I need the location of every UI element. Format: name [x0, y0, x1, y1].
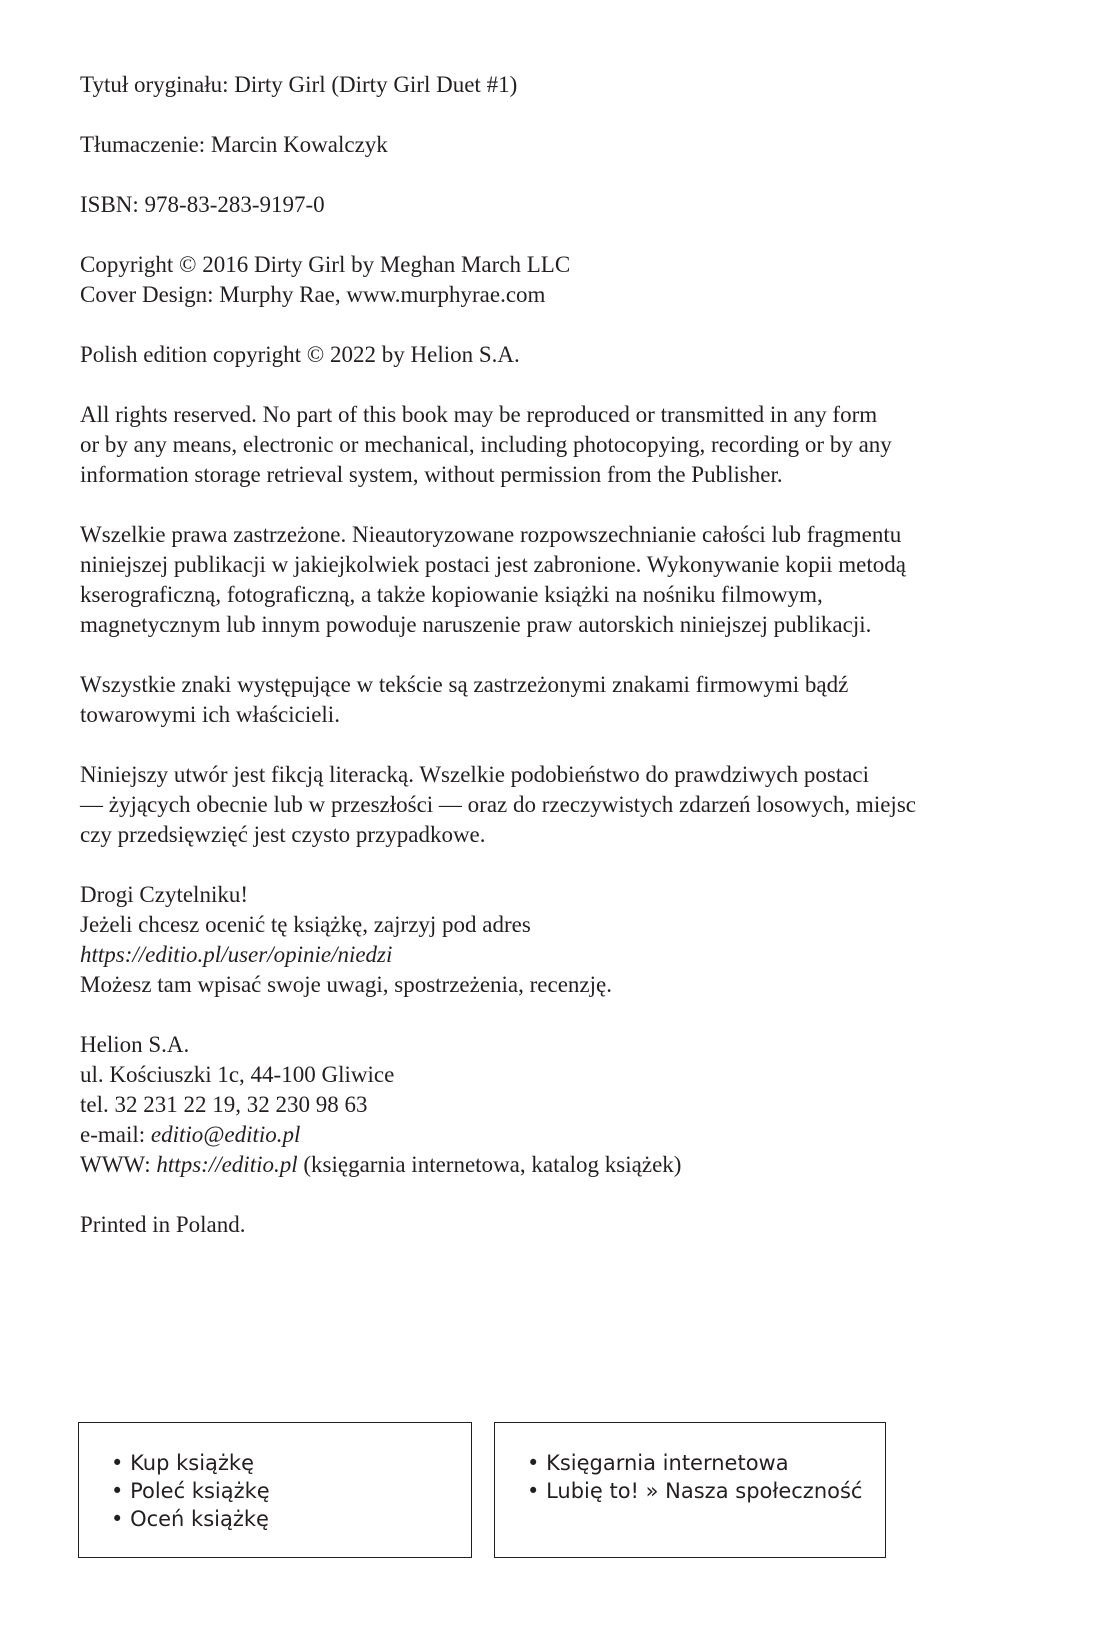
polish-copyright-block [80, 340, 1040, 370]
publisher-name: Helion S.A. [80, 1032, 190, 1057]
review-link[interactable]: https://editio.pl/user/opinie/niedzi [80, 942, 393, 967]
trademarks-paragraph [80, 670, 1040, 730]
reader-block [80, 880, 1040, 1000]
recommend-book-link[interactable]: • Poleć książkę [111, 1477, 471, 1505]
rights-en-paragraph [80, 400, 1040, 490]
publisher-www-line [80, 1150, 1040, 1180]
printed-in: Printed in Poland. [80, 1212, 246, 1237]
text-line: or by any means, electronic or mechanical, including photocopying, recording or by any [80, 432, 892, 457]
www-label: WWW: [80, 1152, 157, 1177]
printed-block [80, 1210, 1040, 1240]
text-line: niniejszej publikacji w jakiejkolwiek postaci jest zabronione. Wykonywanie kopii metodą [80, 552, 906, 577]
isbn: ISBN: 978-83-283-9197-0 [80, 192, 325, 217]
copyright-line: Copyright © 2016 Dirty Girl by Meghan March LLC [80, 252, 571, 277]
publisher-email-line [80, 1120, 1040, 1150]
original-title: Tytuł oryginału: Dirty Girl (Dirty Girl Duet #1) [80, 72, 518, 97]
email-link[interactable]: editio@editio.pl [150, 1122, 301, 1147]
text-line: magnetycznym lub innym powoduje naruszenie praw autorskich niniejszej publikacji. [80, 612, 872, 637]
book-actions-box [78, 1422, 472, 1558]
text-line: — żyjących obecnie lub w przeszłości — oraz do rzeczywistych zdarzeń losowych, miejsc [80, 792, 916, 817]
cover-design-line: Cover Design: Murphy Rae, www.murphyrae.com [80, 282, 546, 307]
reader-greeting: Drogi Czytelniku! [80, 882, 248, 907]
community-link[interactable]: • Lubię to! » Nasza społeczność [527, 1477, 885, 1505]
www-note: (księgarnia internetowa, katalog książek) [297, 1152, 682, 1177]
publisher-phone: tel. 32 231 22 19, 32 230 98 63 [80, 1092, 368, 1117]
fiction-paragraph [80, 760, 1040, 850]
store-links-box [494, 1422, 886, 1558]
isbn-block [80, 190, 1040, 220]
buy-book-link[interactable]: • Kup książkę [111, 1449, 471, 1477]
rate-book-link[interactable]: • Oceń książkę [111, 1505, 471, 1533]
link-boxes [78, 1422, 1018, 1560]
polish-copyright: Polish edition copyright © 2022 by Helion S.A. [80, 342, 520, 367]
text-line: Wszelkie prawa zastrzeżone. Nieautoryzowane rozpowszechnianie całości lub fragmentu [80, 522, 902, 547]
translation-block [80, 130, 1040, 160]
online-store-link[interactable]: • Księgarnia internetowa [527, 1449, 885, 1477]
publisher-block [80, 1030, 1040, 1180]
reader-instruction: Jeżeli chcesz ocenić tę książkę, zajrzyj pod adres [80, 912, 531, 937]
reader-note: Możesz tam wpisać swoje uwagi, spostrzeżenia, recenzję. [80, 972, 612, 997]
text-line: information storage retrieval system, without permission from the Publisher. [80, 462, 783, 487]
text-line: Wszystkie znaki występujące w tekście są zastrzeżonymi znakami firmowymi bądź [80, 672, 849, 697]
text-line: All rights reserved. No part of this book may be reproduced or transmitted in any form [80, 402, 878, 427]
rights-pl-paragraph [80, 520, 1040, 640]
publisher-address: ul. Kościuszki 1c, 44-100 Gliwice [80, 1062, 395, 1087]
text-line: kserograficzną, fotograficzną, a także kopiowanie książki na nośniku filmowym, [80, 582, 823, 607]
email-label: e-mail: [80, 1122, 151, 1147]
copyright-block [80, 250, 1040, 310]
www-link[interactable]: https://editio.pl [156, 1152, 298, 1177]
text-line: Niniejszy utwór jest fikcją literacką. Wszelkie podobieństwo do prawdziwych postaci [80, 762, 870, 787]
translator: Tłumaczenie: Marcin Kowalczyk [80, 132, 388, 157]
copyright-page [80, 70, 1040, 1270]
text-line: czy przedsięwzięć jest czysto przypadkowe. [80, 822, 486, 847]
original-title-block [80, 70, 1040, 100]
text-line: towarowymi ich właścicieli. [80, 702, 340, 727]
